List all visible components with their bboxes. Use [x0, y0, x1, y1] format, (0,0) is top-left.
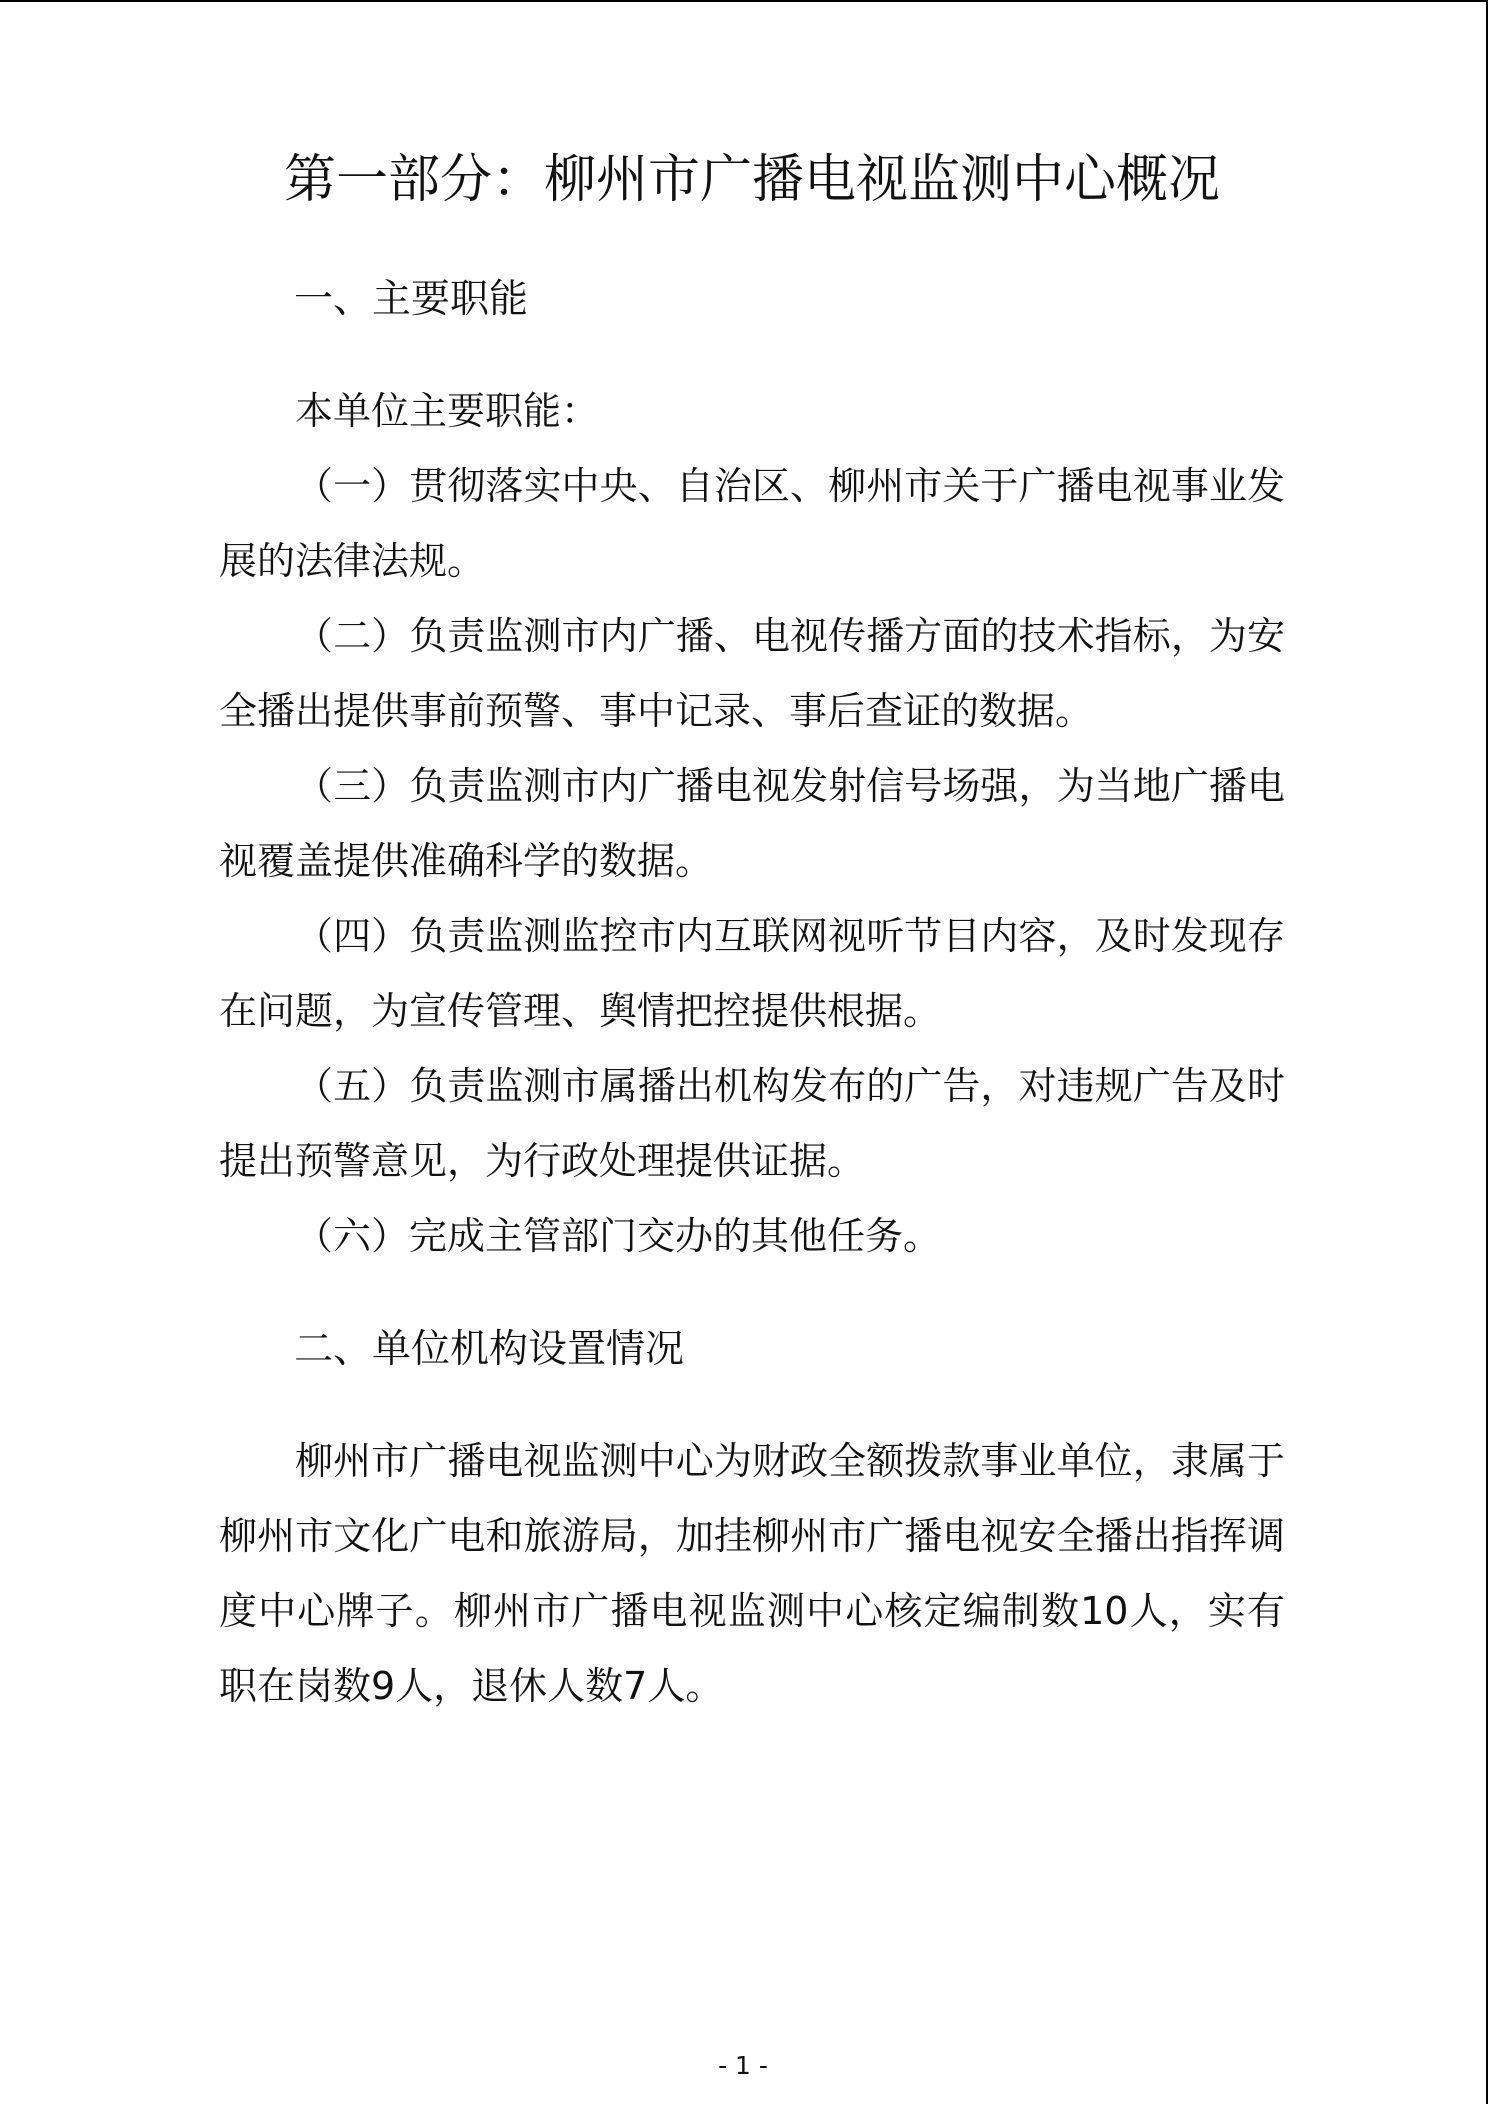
text-line: 全播出提供事前预警、事中记录、事后查证的数据。 [219, 689, 1094, 733]
function-item [219, 749, 1285, 899]
function-item [219, 449, 1285, 599]
page-number: - 1 - [718, 2051, 768, 2080]
intro-text: 本单位主要职能： [295, 389, 600, 433]
text-line: 度中心牌子。柳州市广播电视监测中心核定编制数10人，实有 [219, 1589, 1285, 1633]
text-line: （六）完成主管部门交办的其他任务。 [295, 1214, 942, 1258]
text-line: （二）负责监测市内广播、电视传播方面的技术指标，为安 [295, 614, 1285, 658]
main-functions-body [219, 374, 1285, 1274]
function-item [219, 899, 1285, 1049]
text-line: 展的法律法规。 [219, 539, 486, 583]
function-item [219, 1049, 1285, 1199]
text-line: 在问题，为宣传管理、舆情把控提供根据。 [219, 989, 942, 1033]
text-line: 职在岗数9人，退休人数7人。 [219, 1664, 724, 1708]
text-line: 柳州市广播电视监测中心为财政全额拨款事业单位，隶属于 [295, 1439, 1285, 1483]
function-item [219, 599, 1285, 749]
text-line: 提出预警意见，为行政处理提供证据。 [219, 1139, 866, 1183]
section-heading-org-setup: 二、单位机构设置情况 [294, 1327, 685, 1372]
function-item [219, 1199, 1285, 1274]
text-line: 柳州市文化广电和旅游局，加挂柳州市广播电视安全播出指挥调 [219, 1514, 1285, 1558]
org-setup-paragraph [219, 1424, 1285, 1724]
text-line: （四）负责监测监控市内互联网视听节目内容，及时发现存 [295, 914, 1285, 958]
page-title: 第一部分：柳州市广播电视监测中心概况 [283, 150, 1220, 210]
text-line: 视覆盖提供准确科学的数据。 [219, 839, 714, 883]
section-heading-main-functions: 一、主要职能 [294, 277, 529, 322]
text-line: （五）负责监测市属播出机构发布的广告，对违规广告及时 [295, 1064, 1285, 1108]
text-line: （三）负责监测市内广播电视发射信号场强，为当地广播电 [295, 764, 1285, 808]
text-line: （一）贯彻落实中央、自治区、柳州市关于广播电视事业发 [295, 464, 1285, 508]
